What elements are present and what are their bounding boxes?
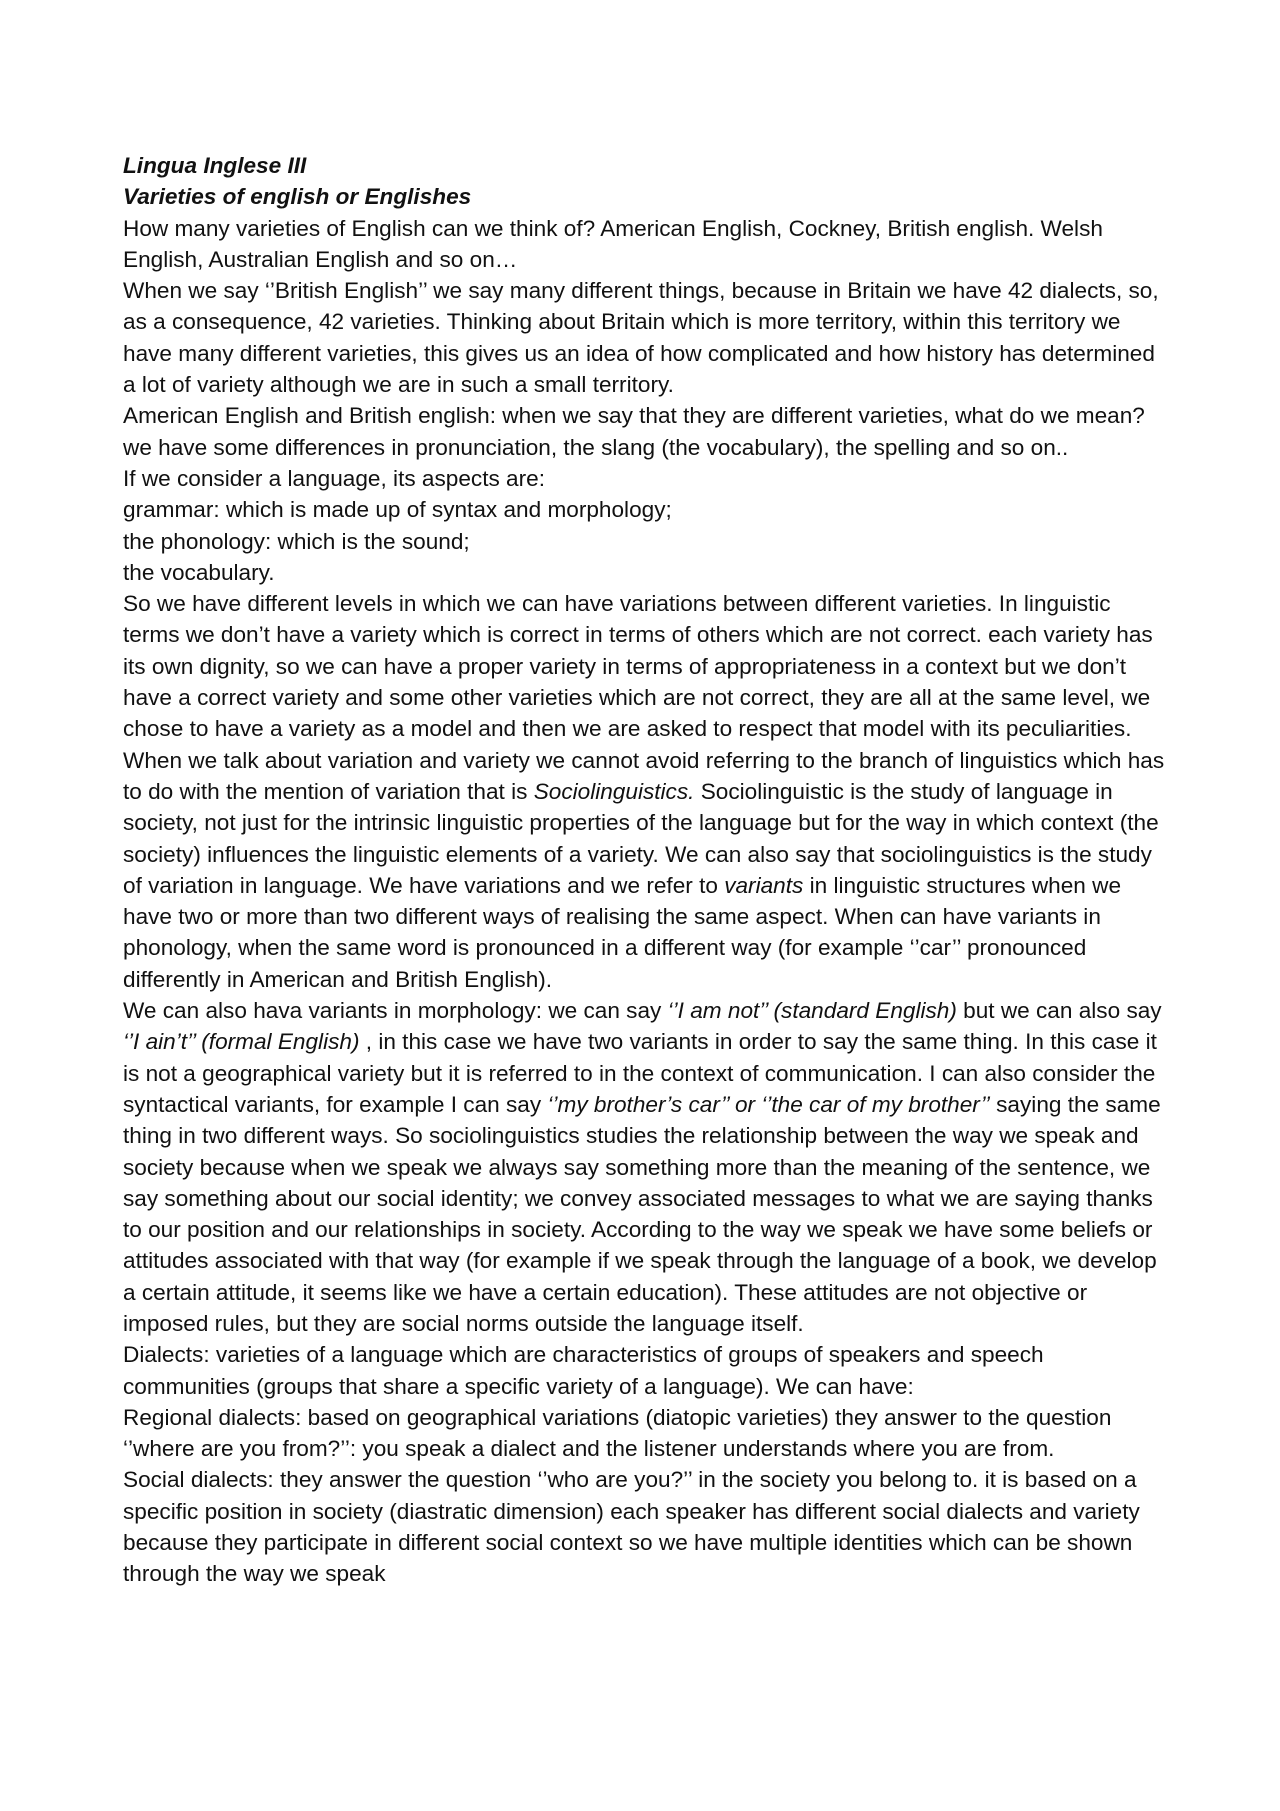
aspect-phonology: the phonology: which is the sound;	[123, 528, 470, 554]
aspect-grammar: grammar: which is made up of syntax and morphology;	[123, 497, 672, 523]
text-run: but we can also say	[956, 998, 1162, 1024]
text-run: , in this case we have two variants in order to say the same thing. In this case it is not a geographical variety but it is referred to in the context of communication. I can also consider the syntactical variants, for example I can say	[123, 1029, 1157, 1117]
italic-term-sociolinguistics: Sociolinguistics.	[533, 778, 695, 804]
text-run: We can also hava variants in morphology: we can say	[123, 998, 668, 1024]
document-title: Lingua Inglese III	[123, 153, 307, 178]
paragraph-levels-of-variation: So we have different levels in which we can have variations between different varieties. In linguistic terms we don’t have a variety which is correct in terms of others which are not correct. each variety has its own dignity, so we can have a proper variety in terms of appropriateness in a context but we don’t have a correct variety and some other varieties which are not correct, they are all at the same level, we chose to have a variety as a model and then we are asked to respect that model with its peculiarities.	[123, 591, 1153, 742]
paragraph-sociolinguistics	[123, 745, 1173, 995]
text-run: When we talk about variation and variety we cannot avoid referring to the branch of linguistics which has to do with the mention of variation that is	[123, 747, 1165, 804]
paragraph-morphology-variants	[123, 995, 1173, 1339]
aspect-vocabulary: the vocabulary.	[123, 559, 275, 585]
italic-example-i-am-not: ‘’I am not’’ (standard English)	[667, 998, 957, 1024]
paragraph-regional-dialects: Regional dialects: based on geographical variations (diatopic varieties) they answer to the question ‘’where are you from?’’: you speak a dialect and the listener understands where you are from.	[123, 1404, 1112, 1462]
paragraph-social-dialects: Social dialects: they answer the question ‘’who are you?’’ in the society you belong to. it is based on a specific position in society (diastratic dimension) each speaker has different social dialects and variety because they participate in different social context so we have multiple identities which can be shown through the way we speak	[123, 1467, 1140, 1587]
paragraph-dialects: Dialects: varieties of a language which are characteristics of groups of speakers and speech communities (groups that share a specific variety of a language). We can have:	[123, 1342, 1044, 1399]
paragraph-varieties-intro: How many varieties of English can we think of? American English, Cockney, British english. Welsh English, Australian English and so on…	[123, 215, 1103, 272]
paragraph-language-aspects: If we consider a language, its aspects are:	[123, 465, 545, 491]
paragraph-british-english: When we say ‘’British English’’ we say many different things, because in Britain we have 42 dialects, so, as a consequence, 42 varieties. Thinking about Britain which is more territory, within this territory we have many different varieties, this gives us an idea of how complicated and how history has determined a lot of variety although we are in such a small territory.	[123, 278, 1159, 398]
italic-term-variants: variants	[724, 872, 804, 898]
text-run: Sociolinguistic is the study of language in society, not just for the intrinsic linguistic properties of the language but for the way in which context (the society) influences the linguistic elements of a variety. We can also say that sociolinguistics is the study of variation in language. We have variations and we refer to	[123, 778, 1159, 898]
document-subtitle: Varieties of english or Englishes	[123, 184, 472, 210]
text-run: in linguistic structures when we have two or more than two different ways of realising the same aspect. When can have variants in phonology, when the same word is pronounced in a different way (for example ‘’car’’ pronounced differently in American and British English).	[123, 872, 1122, 992]
document-page	[123, 150, 1173, 1590]
italic-example-i-aint: ‘’I ain’t’’ (formal English)	[123, 1029, 360, 1055]
text-run: saying the same thing in two different ways. So sociolinguistics studies the relationship between the way we speak and society because when we speak we always say something more than the meaning of the sentence, we say something about our social identity; we convey associated messages to what we are saying thanks to our position and our relationships in society. According to the way we speak we have some beliefs or attitudes associated with that way (for example if we speak through the language of a book, we develop a certain attitude, it seems like we have a certain education). These attitudes are not objective or imposed rules, but they are social norms outside the language itself.	[123, 1091, 1161, 1336]
paragraph-american-british: American English and British english: when we say that they are different varieties, what do we mean? we have some differences in pronunciation, the slang (the vocabulary), the spelling and so on..	[123, 403, 1145, 460]
italic-example-brothers-car: ‘’my brother’s car’’ or ‘’the car of my brother’’	[547, 1091, 990, 1117]
